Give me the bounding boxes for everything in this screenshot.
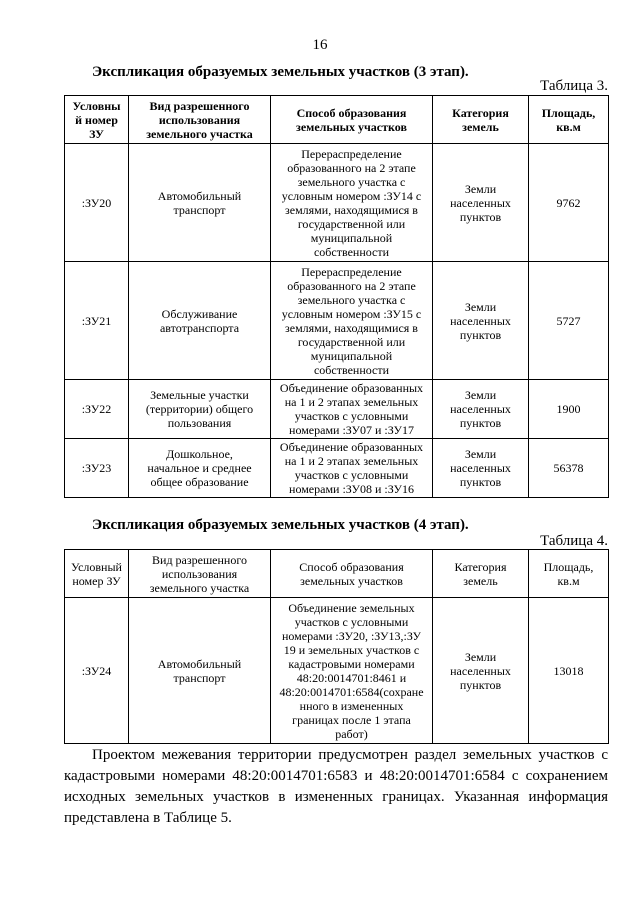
section4-title: Экспликация образуемых земельных участков (4 этап). xyxy=(92,517,469,533)
plot-use: Дошкольное, начальное и среднее общее образование xyxy=(129,439,271,498)
table-row xyxy=(65,380,609,439)
plot-number: :ЗУ23 xyxy=(65,439,129,498)
plot-area: 1900 xyxy=(529,380,609,439)
section3-title: Экспликация образуемых земельных участков (3 этап). xyxy=(92,64,469,80)
table-row xyxy=(65,598,609,744)
plot-number: :ЗУ21 xyxy=(65,262,129,380)
plot-method: Объединение земельных участков с условными номерами :ЗУ20, :ЗУ13,:ЗУ 19 и земельных участков с кадастровыми номерами 48:20:0014701:8461 и 48:20:0014701:6584(сохране нного в измененных границах после 1 этапа работ) xyxy=(271,598,433,744)
plot-category: Земли населенных пунктов xyxy=(433,598,529,744)
body-paragraph: Проектом межевания территории предусмотрен раздел земельных участков с кадастровыми номерами 48:20:0014701:6583 и 48:20:0014701:6584 с сохранением исходных земельных участков в измененных границах. Указанная информация представлена в Таблице 5. xyxy=(64,747,608,826)
table4-caption: Таблица 4. xyxy=(540,533,608,549)
table4-header-method: Способ образования земельных участков xyxy=(271,550,433,598)
plot-number: :ЗУ22 xyxy=(65,380,129,439)
plot-number: :ЗУ24 xyxy=(65,598,129,744)
page-number: 16 xyxy=(312,37,328,53)
table3 xyxy=(64,95,609,498)
plot-category: Земли населенных пунктов xyxy=(433,380,529,439)
table4-header-number: Условный номер ЗУ xyxy=(65,550,129,598)
plot-method: Перераспределение образованного на 2 этапе земельного участка с условным номером :ЗУ14 с землями, находящимися в государственной или муниципальной собственности xyxy=(271,144,433,262)
plot-method: Объединение образованных на 1 и 2 этапах земельных участков с условными номерами :ЗУ08 и :ЗУ16 xyxy=(271,439,433,498)
plot-number: :ЗУ20 xyxy=(65,144,129,262)
plot-use: Автомобильный транспорт xyxy=(129,144,271,262)
table4-header-area: Площадь, кв.м xyxy=(529,550,609,598)
plot-category: Земли населенных пунктов xyxy=(433,439,529,498)
table4-header-row xyxy=(65,550,609,598)
table4-header-use: Вид разрешенного использования земельного участка xyxy=(129,550,271,598)
table3-header-area: Площадь, кв.м xyxy=(529,96,609,144)
plot-use: Автомобильный транспорт xyxy=(129,598,271,744)
plot-method: Перераспределение образованного на 2 этапе земельного участка с условным номером :ЗУ15 с землями, находящимися в государственной или муниципальной собственности xyxy=(271,262,433,380)
plot-use: Обслуживание автотранспорта xyxy=(129,262,271,380)
table-row xyxy=(65,144,609,262)
table4-header-category: Категория земель xyxy=(433,550,529,598)
plot-category: Земли населенных пунктов xyxy=(433,144,529,262)
table-row xyxy=(65,439,609,498)
plot-area: 56378 xyxy=(529,439,609,498)
table3-caption: Таблица 3. xyxy=(540,78,608,94)
table3-header-category: Категория земель xyxy=(433,96,529,144)
table-row xyxy=(65,262,609,380)
plot-use: Земельные участки (территории) общего пользования xyxy=(129,380,271,439)
table3-header-use: Вид разрешенного использования земельного участка xyxy=(129,96,271,144)
plot-method: Объединение образованных на 1 и 2 этапах земельных участков с условными номерами :ЗУ07 и :ЗУ17 xyxy=(271,380,433,439)
plot-area: 5727 xyxy=(529,262,609,380)
table3-header-number: Условны й номер ЗУ xyxy=(65,96,129,144)
plot-category: Земли населенных пунктов xyxy=(433,262,529,380)
table3-header-row xyxy=(65,96,609,144)
plot-area: 13018 xyxy=(529,598,609,744)
table4 xyxy=(64,549,609,744)
plot-area: 9762 xyxy=(529,144,609,262)
table3-header-method: Способ образования земельных участков xyxy=(271,96,433,144)
